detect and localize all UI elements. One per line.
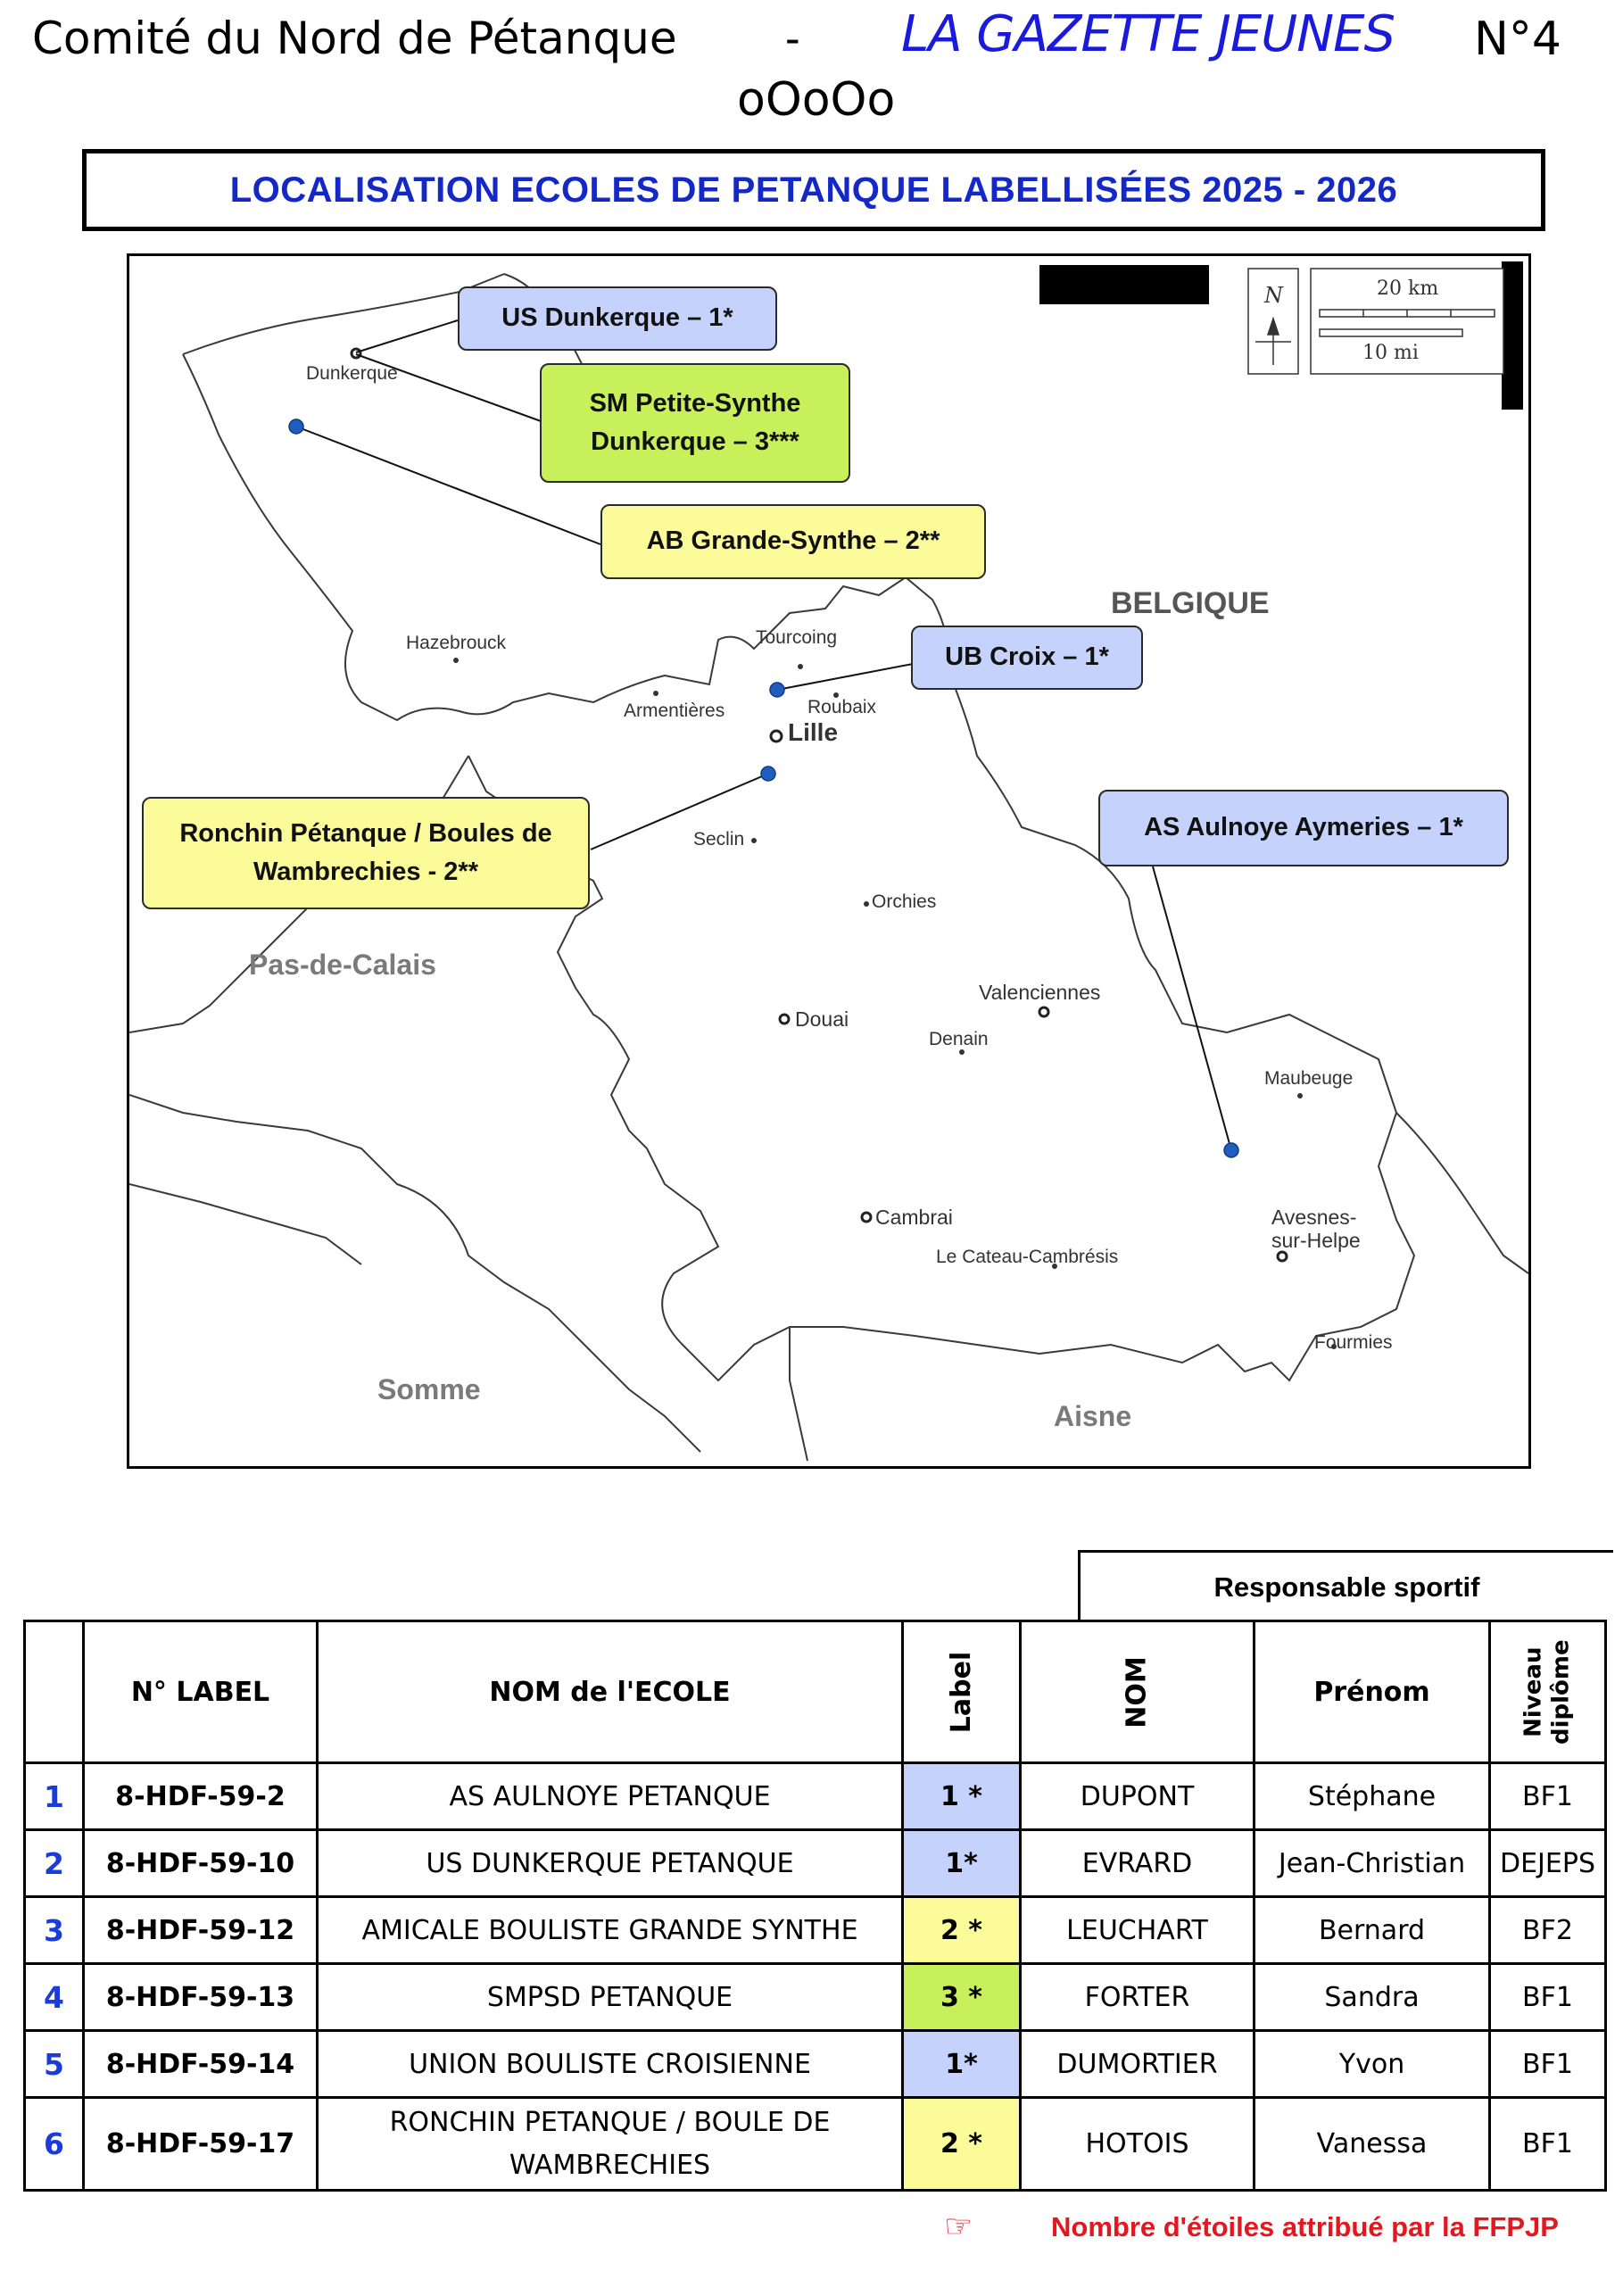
city-marker-avesnes: [1278, 1252, 1287, 1261]
callout-ab-grande-synthe-text: AB Grande-Synthe – 2**: [646, 526, 940, 556]
city-lille: Lille: [788, 718, 839, 746]
row-level: BF2: [1490, 1897, 1606, 1964]
belgian-border-east: [1396, 1113, 1528, 1273]
row-label-no: 8-HDF-59-17: [84, 2098, 318, 2191]
city-marker-douai: [780, 1015, 789, 1024]
city-denain: Denain: [929, 1029, 989, 1049]
callout-us-dunkerque: [458, 286, 777, 351]
region-pas-de-calais: Pas-de-Calais: [249, 949, 436, 981]
callout-sm-petite-synthe-line1: SM Petite-Synthe: [589, 388, 801, 418]
city-avesnes-line2: sur-Helpe: [1271, 1229, 1361, 1252]
scale-north-label: N: [1264, 283, 1283, 308]
row-label: 3 *: [903, 1964, 1021, 2031]
aisne-border: [790, 1327, 807, 1461]
scale-km-label: 20 km: [1377, 278, 1439, 300]
callout-ub-croix-text: UB Croix – 1*: [945, 642, 1109, 672]
schools-table: [23, 1620, 1607, 2192]
scale-mi-label: 10 mi: [1362, 342, 1419, 364]
table-row: [25, 1897, 1606, 1964]
redacted-bar: [1039, 265, 1209, 304]
school-dot-ab-grande-synthe: [289, 419, 303, 434]
row-index: 6: [25, 2098, 84, 2191]
row-firstname: Jean-Christian: [1255, 1830, 1490, 1897]
row-school-line2: WAMBRECHIES: [509, 2149, 711, 2181]
city-orchies: Orchies: [872, 891, 937, 912]
leader-us-dunkerque: [356, 320, 458, 352]
row-index: 4: [25, 1964, 84, 2031]
row-label: 2 *: [903, 1897, 1021, 1964]
header-firstname: Prénom: [1255, 1621, 1490, 1763]
row-level: BF1: [1490, 2098, 1606, 2191]
header-level-text: [1519, 1639, 1575, 1745]
city-marker-dunkerque: [352, 349, 360, 358]
row-level: DEJEPS: [1490, 1830, 1606, 1897]
row-label-no: 8-HDF-59-13: [84, 1964, 318, 2031]
header-level: [1490, 1621, 1606, 1763]
row-index: 3: [25, 1897, 84, 1964]
city-avesnes-line1: Avesnes-: [1271, 1206, 1357, 1229]
city-marker-lille: [771, 731, 782, 742]
row-firstname: Vanessa: [1255, 2098, 1490, 2191]
city-dot-seclin: [751, 838, 757, 843]
header-label-text: Label: [946, 1651, 977, 1733]
callout-ab-grande-synthe: [600, 504, 986, 579]
responsable-sportif-header: [1078, 1550, 1613, 1621]
callout-ub-croix: [911, 626, 1143, 690]
table-row: [25, 1964, 1606, 2031]
row-label: 1 *: [903, 1763, 1021, 1830]
issue-number: N°4: [1474, 12, 1561, 66]
school-dot-aulnoye: [1224, 1143, 1238, 1157]
city-cambrai: Cambrai: [875, 1206, 953, 1229]
callout-as-aulnoye: [1098, 790, 1509, 866]
row-label-no: 8-HDF-59-2: [84, 1763, 318, 1830]
header-index: [25, 1621, 84, 1763]
organization-name: Comité du Nord de Pétanque: [32, 12, 677, 64]
row-label: 1*: [903, 2031, 1021, 2098]
school-dot-ub-croix: [770, 683, 784, 697]
table-row: [25, 1830, 1606, 1897]
row-name: EVRARD: [1021, 1830, 1255, 1897]
row-name: DUPONT: [1021, 1763, 1255, 1830]
table-row: [25, 2098, 1606, 2191]
table-row: [25, 1763, 1606, 1830]
header-name-text: NOM: [1122, 1655, 1153, 1728]
city-douai: Douai: [795, 1007, 849, 1031]
row-level: BF1: [1490, 1964, 1606, 2031]
school-dot-ronchin: [761, 767, 775, 781]
region-aisne: Aisne: [1054, 1400, 1132, 1432]
table-header-row: [25, 1621, 1606, 1763]
city-seclin: Seclin: [693, 829, 745, 850]
row-school: UNION BOULISTE CROISIENNE: [318, 2031, 903, 2098]
callout-ronchin-line1: Ronchin Pétanque / Boules de: [179, 818, 552, 848]
city-fourmies: Fourmies: [1314, 1332, 1393, 1353]
city-dot-armentieres: [653, 691, 658, 696]
city-hazebrouck: Hazebrouck: [406, 633, 507, 653]
row-firstname: Sandra: [1255, 1964, 1490, 2031]
header-separator: oOoOo: [737, 73, 896, 127]
row-name: FORTER: [1021, 1964, 1255, 2031]
callout-as-aulnoye-text: AS Aulnoye Aymeries – 1*: [1144, 813, 1463, 842]
row-name: LEUCHART: [1021, 1897, 1255, 1964]
row-label-no: 8-HDF-59-10: [84, 1830, 318, 1897]
row-firstname: Bernard: [1255, 1897, 1490, 1964]
callout-us-dunkerque-text: US Dunkerque – 1*: [501, 303, 733, 333]
row-school: US DUNKERQUE PETANQUE: [318, 1830, 903, 1897]
header-label-no: N° LABEL: [84, 1621, 318, 1763]
map: [127, 253, 1531, 1469]
footnote: Nombre d'étoiles attribué par la FFPJP: [1051, 2211, 1559, 2242]
row-index: 2: [25, 1830, 84, 1897]
page-title: LOCALISATION ECOLES DE PETANQUE LABELLISÉES 2025 - 2026: [229, 170, 1398, 210]
city-roubaix: Roubaix: [807, 697, 877, 717]
city-dot-maubeuge: [1297, 1093, 1303, 1098]
city-tourcoing: Tourcoing: [756, 627, 838, 648]
row-index: 5: [25, 2031, 84, 2098]
row-firstname: Stéphane: [1255, 1763, 1490, 1830]
pointing-hand-icon: ☞: [944, 2208, 973, 2244]
row-name: DUMORTIER: [1021, 2031, 1255, 2098]
row-name: HOTOIS: [1021, 2098, 1255, 2191]
leader-aulnoye: [1153, 866, 1231, 1150]
header-label: [903, 1621, 1021, 1763]
city-dot-orchies: [864, 901, 869, 907]
coastline: [183, 274, 504, 354]
responsable-sportif-label: Responsable sportif: [1213, 1571, 1480, 1603]
gazette-title: LA GAZETTE JEUNES: [901, 5, 1395, 63]
header-dash: -: [785, 13, 800, 63]
row-label: 1*: [903, 1830, 1021, 1897]
city-dot-hazebrouck: [453, 658, 459, 663]
row-school: SMPSD PETANQUE: [318, 1964, 903, 2031]
city-armentieres: Armentières: [624, 700, 725, 721]
city-valenciennes: Valenciennes: [979, 981, 1101, 1004]
city-marker-cambrai: [862, 1213, 871, 1222]
callout-ronchin: [142, 797, 590, 909]
title-box: [82, 149, 1545, 231]
callout-sm-petite-synthe-line2: Dunkerque – 3***: [591, 427, 799, 456]
row-school: AS AULNOYE PETANQUE: [318, 1763, 903, 1830]
header-level-line2: diplôme: [1547, 1639, 1575, 1745]
row-label-no: 8-HDF-59-12: [84, 1897, 318, 1964]
row-school-line1: RONCHIN PETANQUE / BOULE DE: [389, 2106, 831, 2138]
city-dot-tourcoing: [798, 664, 803, 669]
city-le-cateau: Le Cateau-Cambrésis: [936, 1247, 1119, 1267]
header-name: [1021, 1621, 1255, 1763]
callout-ronchin-line2: Wambrechies - 2**: [253, 858, 478, 886]
header-level-line1: Niveau: [1519, 1646, 1547, 1737]
city-dunkerque: Dunkerque: [306, 363, 398, 384]
callout-sm-petite-synthe: [540, 363, 850, 483]
row-label-no: 8-HDF-59-14: [84, 2031, 318, 2098]
row-school: [318, 2098, 903, 2191]
city-maubeuge: Maubeuge: [1264, 1068, 1354, 1089]
row-level: BF1: [1490, 2031, 1606, 2098]
header-school: NOM de l'ECOLE: [318, 1621, 903, 1763]
table-row: [25, 2031, 1606, 2098]
city-marker-valenciennes: [1039, 1007, 1048, 1016]
leader-ub-croix: [777, 664, 913, 690]
row-level: BF1: [1490, 1763, 1606, 1830]
row-index: 1: [25, 1763, 84, 1830]
map-edge-bar: [1502, 261, 1523, 410]
row-label: 2 *: [903, 2098, 1021, 2191]
region-somme: Somme: [377, 1373, 481, 1405]
region-belgique: BELGIQUE: [1111, 586, 1270, 620]
row-firstname: Yvon: [1255, 2031, 1490, 2098]
row-school: AMICALE BOULISTE GRANDE SYNTHE: [318, 1897, 903, 1964]
somme-border: [129, 1184, 361, 1264]
